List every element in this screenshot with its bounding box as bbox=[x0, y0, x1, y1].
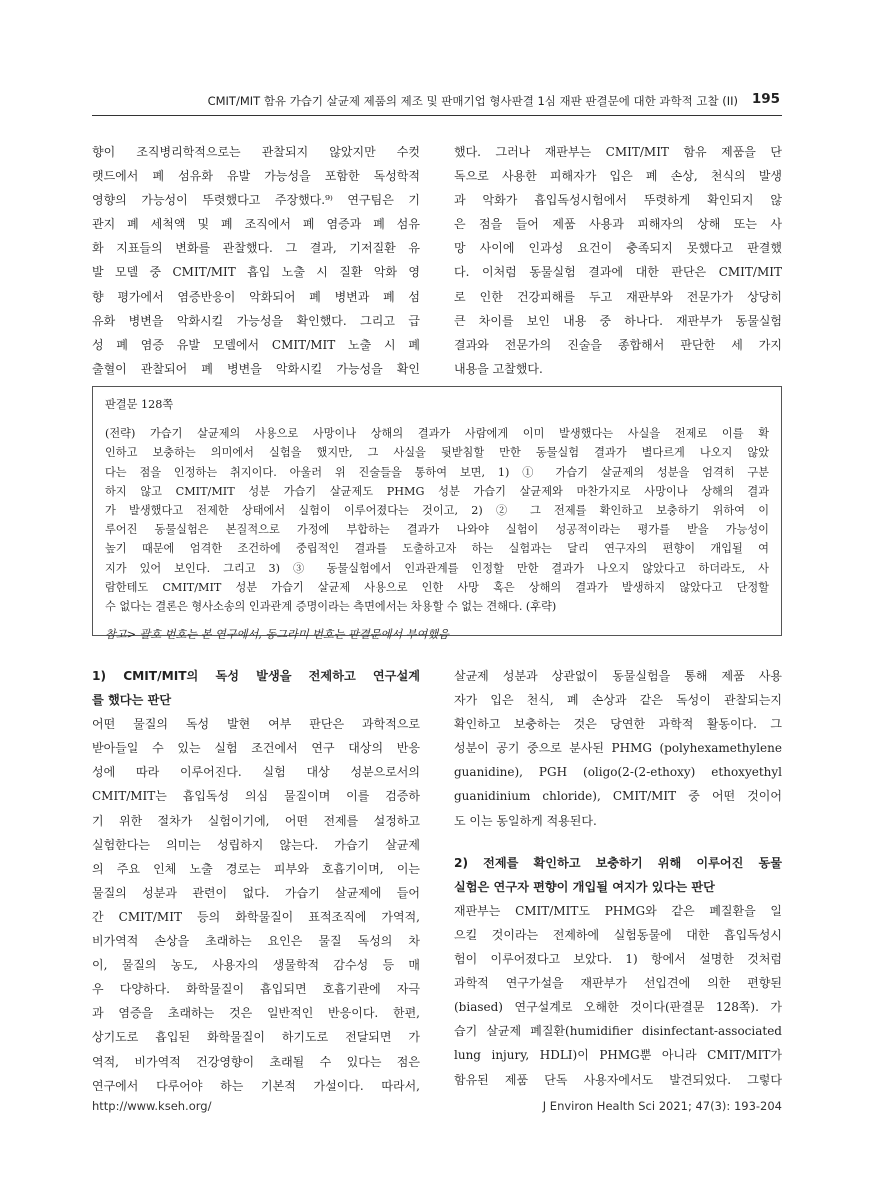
body-text-line: 관지 폐 세척액 및 폐 조직에서 폐 염증과 폐 섬유 bbox=[92, 217, 420, 232]
running-title: CMIT/MIT 함유 가습기 살균제 제품의 제조 및 판매기업 형사판결 1심 재판 판결문에 대한 과학적 고찰 (II) bbox=[207, 94, 738, 108]
quote-reference: 판결문 128쪽 bbox=[105, 398, 174, 411]
body-text-line: (biased) 연구설계로 오해한 것이다(판결문 128쪽). 가 bbox=[454, 1000, 782, 1015]
quote-note: 참고> 괄호 번호는 본 연구에서, 동그라미 번호는 판결문에서 부여했음 bbox=[105, 628, 449, 642]
bottom-left-column bbox=[92, 664, 420, 1098]
body-text-line: 기 위한 절차가 실험이기에, 어떤 전제를 설정하고 bbox=[92, 813, 420, 828]
quote-line: 람한테도 CMIT/MIT 성분 가습기 살균제 사용으로 인한 사망 혹은 상해의 결과가 발생하지 않았다고 단정할 bbox=[105, 580, 769, 594]
journal-url: http://www.kseh.org/ bbox=[92, 1099, 212, 1113]
body-text-line: 의 주요 인체 노출 경로는 피부와 호흡기이며, 이는 bbox=[92, 861, 420, 876]
body-text-line: 받아들일 수 있는 실험 조건에서 연구 대상의 반응 bbox=[92, 741, 420, 756]
body-text-line: 랫드에서 폐 섬유화 유발 가능성을 포함한 독성학적 bbox=[92, 169, 420, 184]
body-text-line: 출혈이 관찰되어 폐 병변을 악화시킬 가능성을 확인 bbox=[92, 361, 420, 376]
body-text-line: 함유된 제품 단독 사용자에서도 발견되었다. 그렇다 bbox=[454, 1072, 782, 1087]
body-text-line: lung injury, HDLI)이 PHMG뿐 아니라 CMIT/MIT가 bbox=[454, 1048, 782, 1063]
quote-line: 하지 않고 CMIT/MIT 성분 가습기 살균제도 PHMG 성분 가습기 살균제와 마찬가지로 사망이나 상해의 결과 bbox=[105, 484, 769, 498]
body-text-line: 영향의 가능성이 뚜렷했다고 주장했다.⁹⁾ 연구팀은 기 bbox=[92, 193, 420, 208]
body-text-line: 역적, 비가역적 건강영향이 초래될 수 있다는 점은 bbox=[92, 1054, 420, 1069]
quote-line: 높기 때문에 엄격한 조건하에 중립적인 결과를 도출하고자 하는 실험과는 달리 연구자의 편향이 개입될 여 bbox=[105, 542, 769, 556]
body-text-line: 다. 이처럼 동물실험 결과에 대한 판단은 CMIT/MIT bbox=[454, 265, 782, 280]
body-text-line: 유화 병변을 악화시킬 가능성을 확인했다. 그리고 급 bbox=[92, 313, 420, 328]
body-text-line: 확인하고 보충하는 것은 당연한 과학적 활동이다. 그 bbox=[454, 717, 782, 732]
body-text-line: 실험한다는 의미는 성립하지 않는다. 가습기 살균제 bbox=[92, 837, 420, 852]
body-text-line: 결과와 전문가의 진술을 종합해서 판단한 세 가지 bbox=[454, 337, 782, 352]
body-text-line: 자가 입은 천식, 폐 손상과 같은 독성이 관찰되는지 bbox=[454, 693, 782, 708]
journal-citation: J Environ Health Sci 2021; 47(3): 193-204 bbox=[542, 1099, 782, 1113]
section-heading-line: 실험은 연구자 편향이 개입될 여지가 있다는 판단 bbox=[454, 879, 715, 894]
quote-line: 수 없다는 결론은 형사소송의 인과관계 증명이라는 측면에서는 차용할 수 없는 견해다. (후략) bbox=[105, 599, 557, 613]
body-text-line: 독으로 사용한 피해자가 입은 폐 손상, 천식의 발생 bbox=[454, 169, 782, 184]
body-text-line: 과학적 연구가설을 재판부가 선입견에 의한 편향된 bbox=[454, 976, 782, 991]
body-text-line: 했다. 그러나 재판부는 CMIT/MIT 함유 제품을 단 bbox=[454, 145, 782, 159]
section-spacer bbox=[454, 833, 782, 851]
body-text-line: 도 이는 동일하게 적용된다. bbox=[454, 813, 597, 828]
page-number: 195 bbox=[751, 91, 780, 107]
top-left-column bbox=[92, 140, 420, 381]
section-heading-line: 를 했다는 판단 bbox=[92, 693, 172, 708]
body-text-line: 간 CMIT/MIT 등의 화학물질이 표적조직에 가역적, bbox=[92, 909, 420, 924]
body-text-line: 내용을 고찰했다. bbox=[454, 361, 543, 376]
body-text-line: 성에 따라 이루어진다. 실험 대상 성분으로서의 bbox=[92, 765, 420, 780]
body-text-line: 망 사이에 인과성 요건이 충족되지 못했다고 판결했 bbox=[454, 241, 782, 256]
body-text-line: 성 폐 염증 유발 모델에서 CMIT/MIT 노출 시 폐 bbox=[92, 337, 420, 352]
body-text-line: 우 다양하다. 화학물질이 흡입되면 호흡기관에 자극 bbox=[92, 982, 420, 997]
body-text-line: 향이 조직병리학적으로는 관찰되지 않았지만 수컷 bbox=[92, 145, 420, 159]
section-heading-line: 1) CMIT/MIT의 독성 발생을 전제하고 연구설계 bbox=[92, 669, 420, 683]
body-text-line: 이, 물질의 농도, 사용자의 생물학적 감수성 등 매 bbox=[92, 958, 420, 973]
body-text-line: 향 평가에서 염증반응이 악화되어 폐 병변과 폐 섬 bbox=[92, 289, 420, 304]
body-text-line: 험이 이루어졌다고 보았다. 1) 항에서 설명한 것처럼 bbox=[454, 952, 782, 967]
body-text-line: 상기도로 흡입된 화학물질이 하기도로 전달되면 가 bbox=[92, 1030, 420, 1045]
body-text-line: 살균제 성분과 상관없이 동물실험을 통해 제품 사용 bbox=[454, 669, 782, 683]
body-text-line: guanidinium chloride), CMIT/MIT 중 어떤 것이어 bbox=[454, 789, 782, 804]
body-text-line: 재판부는 CMIT/MIT도 PHMG와 같은 폐질환을 일 bbox=[454, 903, 782, 918]
quote-line: 다는 점을 인정하는 취지이다. 아울러 위 진술들을 통하여 보면, 1) ① 가습기 살균제의 성분을 엄격히 구분 bbox=[105, 465, 769, 479]
quote-line: (전략) 가습기 살균제의 사용으로 사망이나 상해의 결과가 사람에게 이미 발생했다는 사실을 전제로 이를 확 bbox=[105, 427, 769, 441]
body-text-line: 어떤 물질의 독성 발현 여부 판단은 과학적으로 bbox=[92, 717, 420, 732]
top-right-column bbox=[454, 140, 782, 381]
body-text-line: 발 모델 중 CMIT/MIT 흡입 노출 시 질환 악화 영 bbox=[92, 265, 420, 280]
body-text-line: 로 인한 건강피해를 두고 재판부와 전문가가 상당히 bbox=[454, 289, 782, 304]
body-text-line: 으킬 것이라는 전제하에 실험동물에 대한 흡입독성시 bbox=[454, 927, 782, 942]
quote-line: 지가 있어 보인다. 그리고 3) ③ 동물실험에서 인과관계를 인정할 만한 결과가 나오지 않았다고 하더라도, 사 bbox=[105, 561, 769, 575]
body-text-line: 은 점을 들어 제품 사용과 피해자의 상해 또는 사 bbox=[454, 217, 782, 232]
quote-body bbox=[105, 424, 769, 616]
quote-line: 루어진 동물실험은 본질적으로 가정에 부합하는 결과가 나와야 실험이 성공적이라는 평가를 받을 가능성이 bbox=[105, 523, 769, 537]
body-text-line: 화 지표들의 변화를 관찰했다. 그 결과, 기저질환 유 bbox=[92, 241, 420, 256]
body-text-line: 과 염증을 초래하는 것은 일반적인 반응이다. 한편, bbox=[92, 1006, 420, 1021]
section-heading-line: 2) 전제를 확인하고 보충하기 위해 이루어진 동물 bbox=[454, 855, 782, 870]
body-text-line: 연구에서 다루어야 하는 기본적 가설이다. 따라서, bbox=[92, 1078, 420, 1093]
bottom-right-column bbox=[454, 664, 782, 1092]
body-text-line: 성분이 공기 중으로 분사된 PHMG (polyhexamethylene bbox=[454, 741, 782, 756]
header-rule bbox=[92, 115, 782, 116]
body-text-line: 과 악화가 흡입독성시험에서 뚜렷하게 확인되지 않 bbox=[454, 193, 782, 208]
body-text-line: 큰 차이를 보인 내용 중 하나다. 재판부가 동물실험 bbox=[454, 313, 782, 328]
body-text-line: 습기 살균제 폐질환(humidifier disinfectant-associated bbox=[454, 1024, 782, 1039]
body-text-line: 비가역적 손상을 초래하는 요인은 물질 독성의 차 bbox=[92, 934, 420, 949]
court-quote-box bbox=[92, 386, 782, 642]
body-text-line: CMIT/MIT는 흡입독성 의심 물질이며 이를 검증하 bbox=[92, 789, 420, 804]
body-text-line: 물질의 성분과 관련이 없다. 가습기 살균제에 들어 bbox=[92, 885, 420, 900]
quote-line: 인하고 보충하는 의미에서 실험을 했지만, 그 사실을 뒷받침할 만한 동물실험 결과가 별다르게 나오지 않았 bbox=[105, 446, 769, 460]
quote-line: 가 발생했다고 전제한 상태에서 실험이 이루어졌다는 것이고, 2) ② 그 전제를 확인하고 보충하기 위하여 이 bbox=[105, 503, 769, 517]
body-text-line: guanidine), PGH (oligo(2-(2-ethoxy) ethoxyethyl bbox=[454, 765, 782, 780]
